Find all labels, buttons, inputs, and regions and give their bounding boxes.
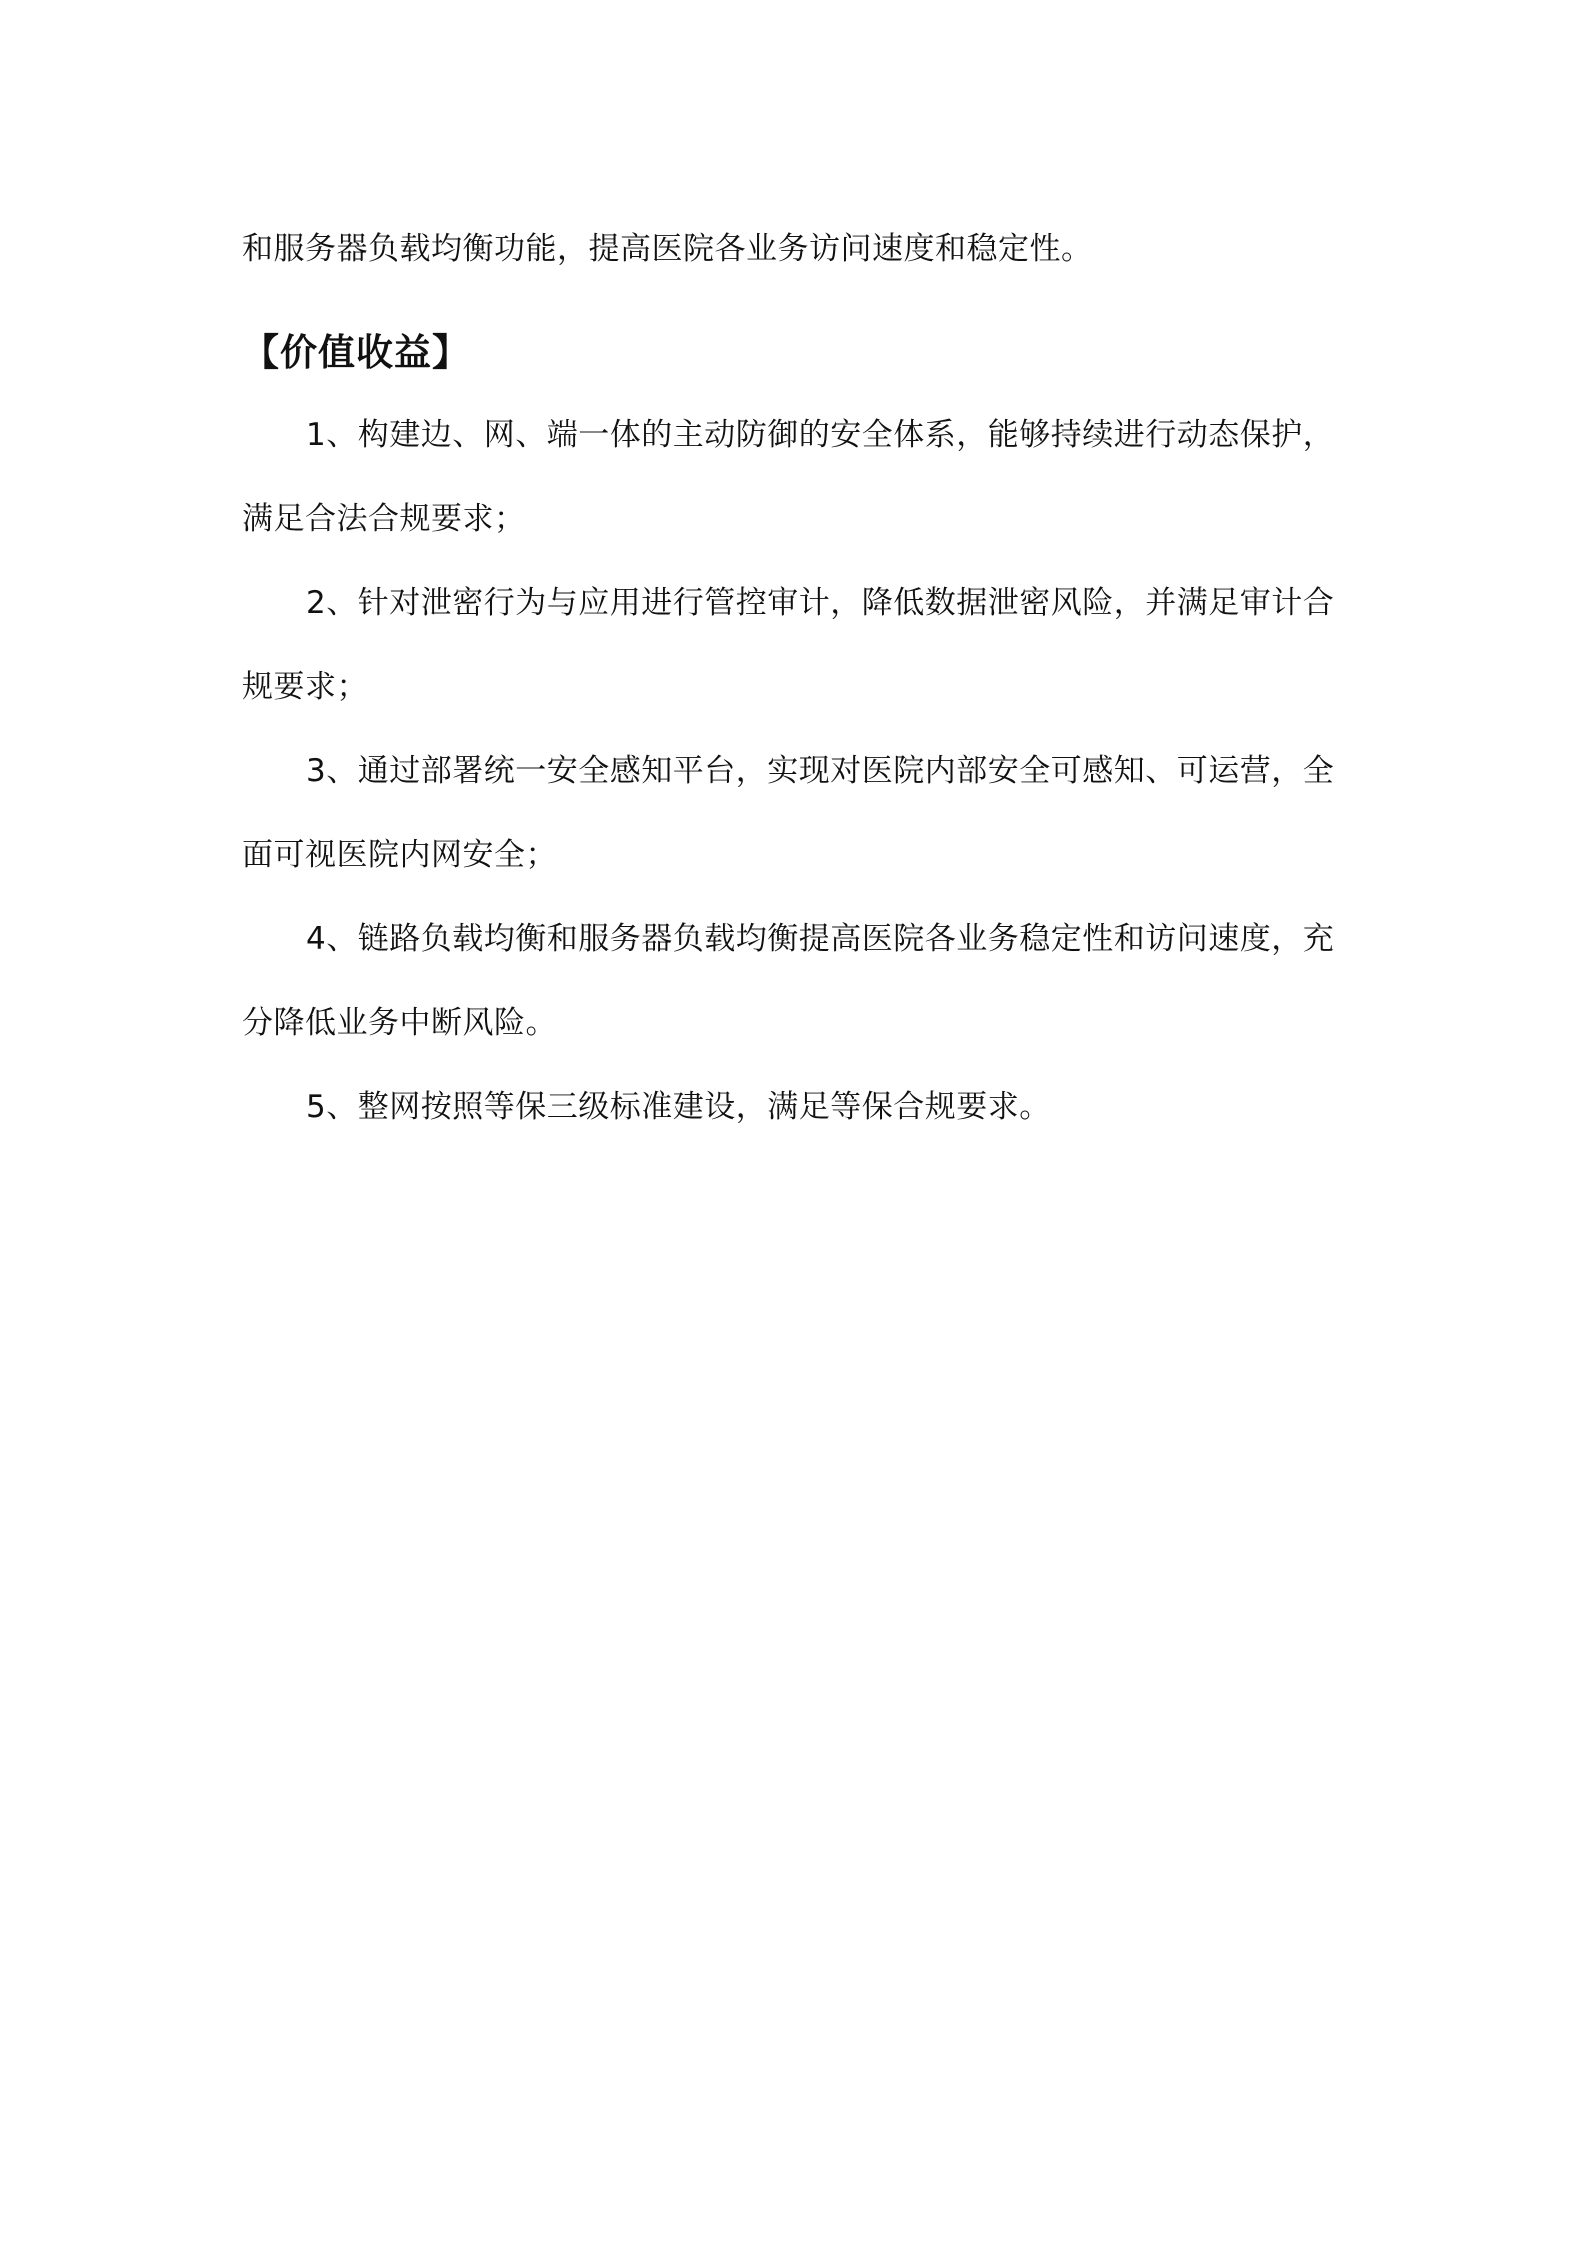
section-heading-value-benefits: 【价值收益】	[242, 331, 470, 374]
benefit-item-3: 3、通过部署统一安全感知平台，实现对医院内部安全可感知、可运营，全面可视医院内网安全；	[242, 753, 1335, 873]
benefit-item-1: 1、构建边、网、端一体的主动防御的安全体系，能够持续进行动态保护，满足合法合规要求；	[242, 417, 1335, 537]
benefit-item-4: 4、链路负载均衡和服务器负载均衡提高医院各业务稳定性和访问速度，充分降低业务中断风险。	[242, 921, 1335, 1041]
benefit-item-5: 5、整网按照等保三级标准建设，满足等保合规要求。	[306, 1089, 1051, 1125]
document-body	[242, 207, 1357, 1149]
intro-paragraph: 和服务器负载均衡功能，提高医院各业务访问速度和稳定性。	[242, 231, 1093, 267]
benefit-item-2: 2、针对泄密行为与应用进行管控审计，降低数据泄密风险，并满足审计合规要求；	[242, 585, 1335, 705]
